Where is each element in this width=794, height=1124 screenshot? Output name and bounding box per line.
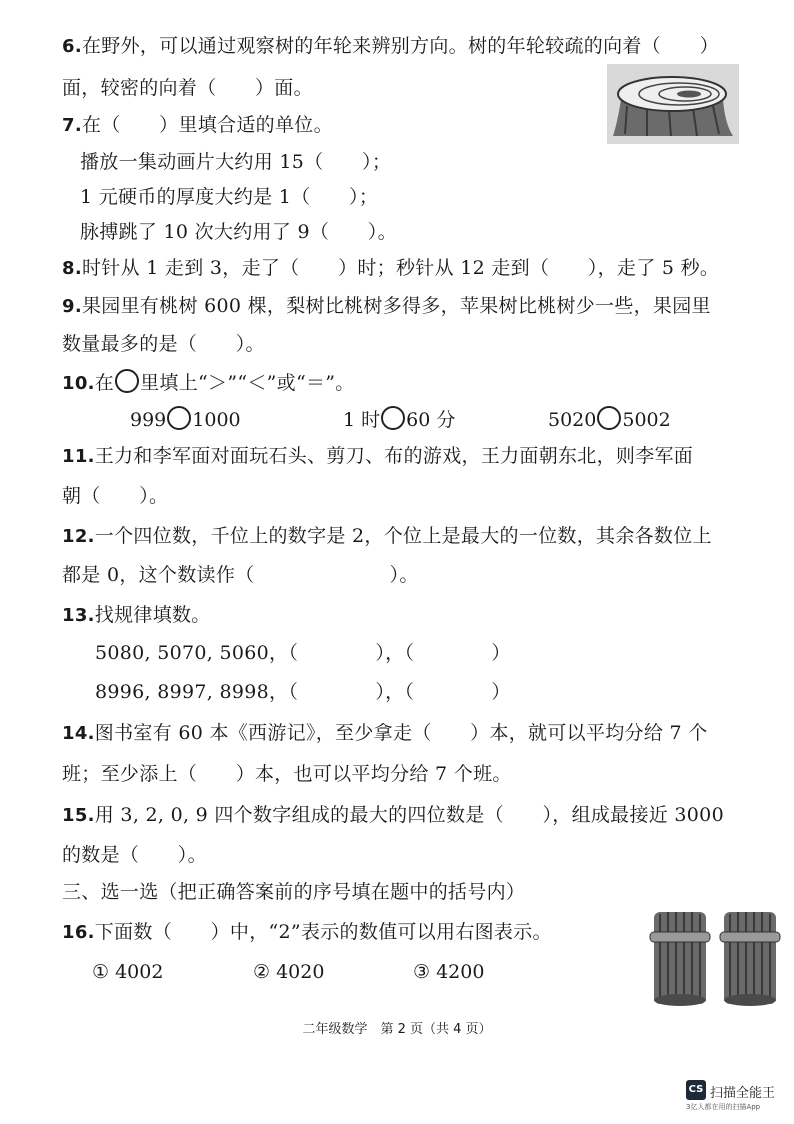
stick-bundles-image bbox=[648, 904, 786, 1008]
question-16: 16.下面数（ ）中，“2”表示的数值可以用右图表示。 bbox=[62, 921, 552, 943]
compare-item-2: 1 时 60 分 bbox=[343, 406, 455, 432]
question-6-line2: 面，较密的向着（ ）面。 bbox=[62, 77, 313, 99]
question-13-row2: 8996, 8997, 8998，（ ），（ ） bbox=[95, 681, 511, 703]
option-1[interactable]: ① 4002 bbox=[92, 961, 164, 983]
section-3-title: 三、选一选（把正确答案前的序号填在题中的括号内） bbox=[62, 881, 526, 903]
question-14-line1: 14.图书室有 60 本《西游记》，至少拿走（ ）本，就可以平均分给 7 个 bbox=[62, 722, 708, 744]
compare-circle-icon[interactable] bbox=[597, 406, 621, 430]
question-16-number: 16. bbox=[62, 922, 95, 943]
question-7-item3: 脉搏跳了 10 次大约用了 9（ ）。 bbox=[80, 221, 397, 243]
question-14-line2: 班；至少添上（ ）本，也可以平均分给 7 个班。 bbox=[62, 763, 512, 785]
compare-circle-icon bbox=[115, 369, 139, 393]
question-14-number: 14. bbox=[62, 723, 95, 744]
question-9-line1: 9.果园里有桃树 600 棵，梨树比桃树多得多，苹果树比桃树少一些，果园里 bbox=[62, 295, 711, 317]
question-9-number: 9. bbox=[62, 296, 82, 317]
question-7-item2: 1 元硬币的厚度大约是 1（ ）； bbox=[80, 186, 379, 208]
question-6-number: 6. bbox=[62, 36, 82, 57]
question-11-number: 11. bbox=[62, 446, 95, 467]
question-6-line1: 6.在野外，可以通过观察树的年轮来辨别方向。树的年轮较疏的向着（ ） bbox=[62, 35, 719, 57]
question-12-line2: 都是 0，这个数读作（ ）。 bbox=[62, 564, 419, 586]
question-15-line2: 的数是（ ）。 bbox=[62, 844, 207, 866]
question-8-number: 8. bbox=[62, 258, 82, 279]
scanner-watermark bbox=[686, 1080, 786, 1114]
compare-item-1: 999 1000 bbox=[130, 406, 241, 432]
question-15-number: 15. bbox=[62, 805, 95, 826]
watermark-title: 扫描全能王 bbox=[710, 1086, 776, 1101]
compare-item-3: 5020 5002 bbox=[548, 406, 671, 432]
question-7: 7.在（ ）里填合适的单位。 bbox=[62, 114, 333, 136]
option-2[interactable]: ② 4020 bbox=[253, 961, 325, 983]
question-8: 8.时针从 1 走到 3，走了（ ）时；秒针从 12 走到（ ），走了 5 秒。 bbox=[62, 257, 720, 279]
question-12-number: 12. bbox=[62, 526, 95, 547]
question-15-line1: 15.用 3, 2, 0, 9 四个数字组成的最大的四位数是（ ），组成最接近 3000 bbox=[62, 804, 724, 826]
question-7-number: 7. bbox=[62, 115, 82, 136]
question-13-number: 13. bbox=[62, 605, 95, 626]
option-3[interactable]: ③ 4200 bbox=[413, 961, 485, 983]
question-13-row1: 5080, 5070, 5060，（ ），（ ） bbox=[95, 642, 511, 664]
page-footer: 二年级数学 第 2 页（共 4 页） bbox=[302, 1022, 492, 1037]
cs-logo-icon: CS bbox=[686, 1080, 706, 1100]
question-11-line1: 11.王力和李军面对面玩石头、剪刀、布的游戏，王力面朝东北，则李军面 bbox=[62, 445, 694, 467]
compare-circle-icon[interactable] bbox=[381, 406, 405, 430]
question-9-line2: 数量最多的是（ ）。 bbox=[62, 333, 265, 355]
question-13: 13.找规律填数。 bbox=[62, 604, 211, 626]
tree-stump-image bbox=[607, 64, 739, 144]
question-7-item1: 播放一集动画片大约用 15（ ）； bbox=[80, 151, 392, 173]
question-10-number: 10. bbox=[62, 373, 95, 394]
watermark-subtitle: 3亿人都在用的扫描App bbox=[686, 1103, 761, 1111]
question-12-line1: 12.一个四位数，千位上的数字是 2，个位上是最大的一位数，其余各数位上 bbox=[62, 525, 712, 547]
compare-circle-icon[interactable] bbox=[167, 406, 191, 430]
question-10: 10.在 里填上“＞”“＜”或“＝”。 bbox=[62, 369, 355, 396]
question-11-line2: 朝（ ）。 bbox=[62, 485, 169, 507]
